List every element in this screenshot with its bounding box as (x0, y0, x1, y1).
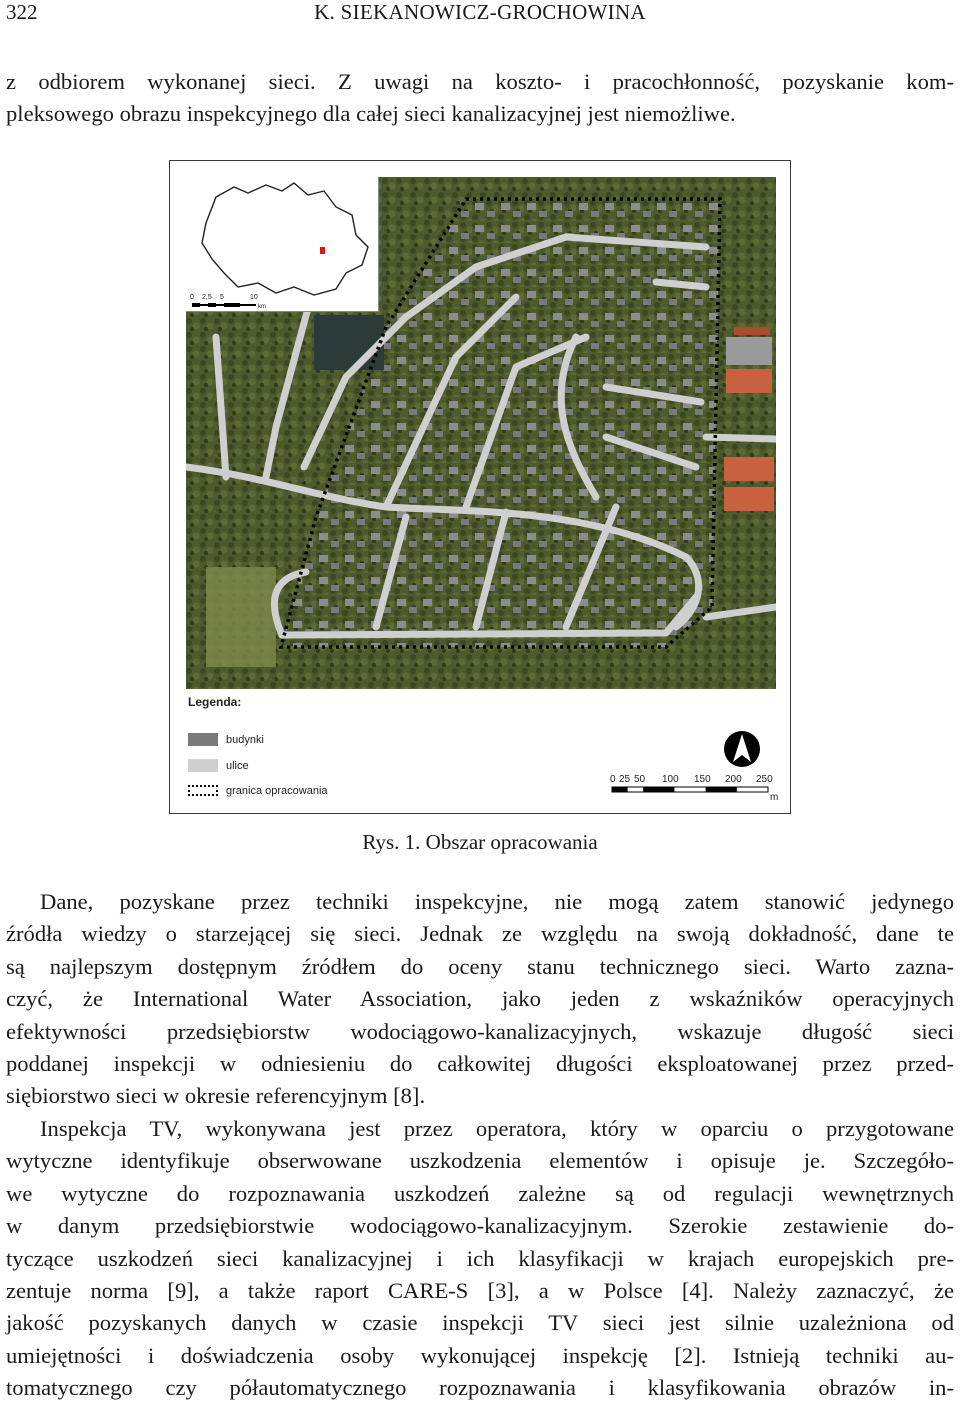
inset-scale-tick: 10 (250, 294, 258, 301)
text-line: pleksowego obrazu inspekcyjnego dla całej sieci kanalizacyjnej jest niemożliwe. (6, 101, 736, 127)
text-line: Inspekcja TV, wykonywana jest przez operatora, który w oparciu o przygotowane (40, 1116, 954, 1141)
body-paragraph-2 (6, 1113, 954, 1405)
north-arrow-icon (722, 729, 762, 769)
text-line: z odbiorem wykonanej sieci. Z uwagi na koszto- i pracochłonność, pozyskanie kom- (6, 69, 954, 94)
text-line: w danym przedsiębiorstwie wodociągowo-kanalizacyjnym. Szerokie zestawienie do- (6, 1213, 954, 1239)
text-line: źródła wiedzy o starzejącej się sieci. Jednak ze względu na swoją dokładność, dane te (6, 921, 954, 947)
streets-swatch (188, 759, 218, 772)
page-number: 322 (6, 0, 38, 24)
map-legend (186, 689, 779, 803)
running-head: K. SIEKANOWICZ-GROCHOWINA (314, 0, 646, 24)
scale-tick-label: 100 (662, 774, 679, 785)
scale-tick-label: 250 (756, 774, 773, 785)
buildings-swatch (188, 733, 218, 746)
text-line: tyczące uszkodzeń sieci kanalizacyjnej i ich klasyfikacji w krajach europejskich pre- (6, 1245, 954, 1271)
scale-bar (610, 773, 780, 803)
text-line: efektywności przedsiębiorstw wodociągowo-kanalizacyjnych, wskazuje długość sieci (6, 1018, 954, 1044)
legend-title: Legenda: (188, 695, 242, 709)
scale-tick-label: 150 (694, 774, 711, 785)
text-line: zentuje norma [9], a także raport CARE-S [3], a w Polsce [4]. Należy zaznaczyć, że (6, 1278, 954, 1304)
location-inset-map (186, 177, 379, 312)
page-header (0, 0, 960, 28)
inset-scale-tick: 5 (220, 294, 224, 301)
scale-tick-label: 50 (634, 774, 646, 785)
study-area-marker (320, 247, 325, 254)
text-line: jakość pozyskanych danych w czasie inspekcji TV sieci jest silnie uzależniona od (6, 1310, 954, 1336)
text-line: siębiorstwo sieci w okresie referencyjnym [8]. (6, 1083, 426, 1109)
text-line: wytyczne identyfikuje obserwowane uszkodzenia elementów i opisuje je. Szczegóło- (6, 1148, 954, 1174)
text-line: we wytyczne do rozpoznawania uszkodzeń zależne są od regulacji wewnętrznych (6, 1180, 954, 1206)
scale-tick-label: 25 (619, 774, 631, 785)
inset-scale-unit: km (258, 304, 266, 310)
inset-scale-tick: 2,5 (202, 294, 212, 301)
text-line: są najlepszym dostępnym źródłem do oceny stanu technicznego sieci. Warto zazna- (6, 953, 954, 979)
text-line: Dane, pozyskane przez techniki inspekcyjne, nie mogą zatem stanowić jedynego (40, 889, 954, 914)
intro-paragraph (6, 66, 954, 131)
figure-caption: Rys. 1. Obszar opracowania (362, 830, 598, 854)
scale-unit: m (770, 792, 779, 803)
inset-scale-tick: 0 (190, 294, 194, 301)
legend-label: ulice (226, 760, 249, 772)
city-outline (186, 177, 378, 311)
text-line: tomatycznego czy półautomatycznego rozpoznawania i klasyfikowania obrazów in- (6, 1375, 954, 1401)
legend-label: budynki (226, 734, 264, 746)
scale-tick-label: 200 (725, 774, 742, 785)
text-line: poddanej inspekcji w odniesieniu do całkowitej długości eksploatowanej przez przed- (6, 1051, 954, 1077)
inset-scale-bar (192, 303, 256, 307)
text-line: umiejętności i doświadczenia osoby wykonującej inspekcję [2]. Istnieją techniki au- (6, 1342, 954, 1368)
figure-study-area (169, 160, 791, 814)
text-line: czyć, że International Water Association, jako jeden z wskaźników operacyjnych (6, 986, 954, 1012)
legend-label: granica opracowania (226, 785, 328, 797)
scale-tick-label: 0 (610, 774, 616, 785)
boundary-swatch (188, 785, 218, 796)
body-paragraph-1 (6, 886, 954, 1113)
